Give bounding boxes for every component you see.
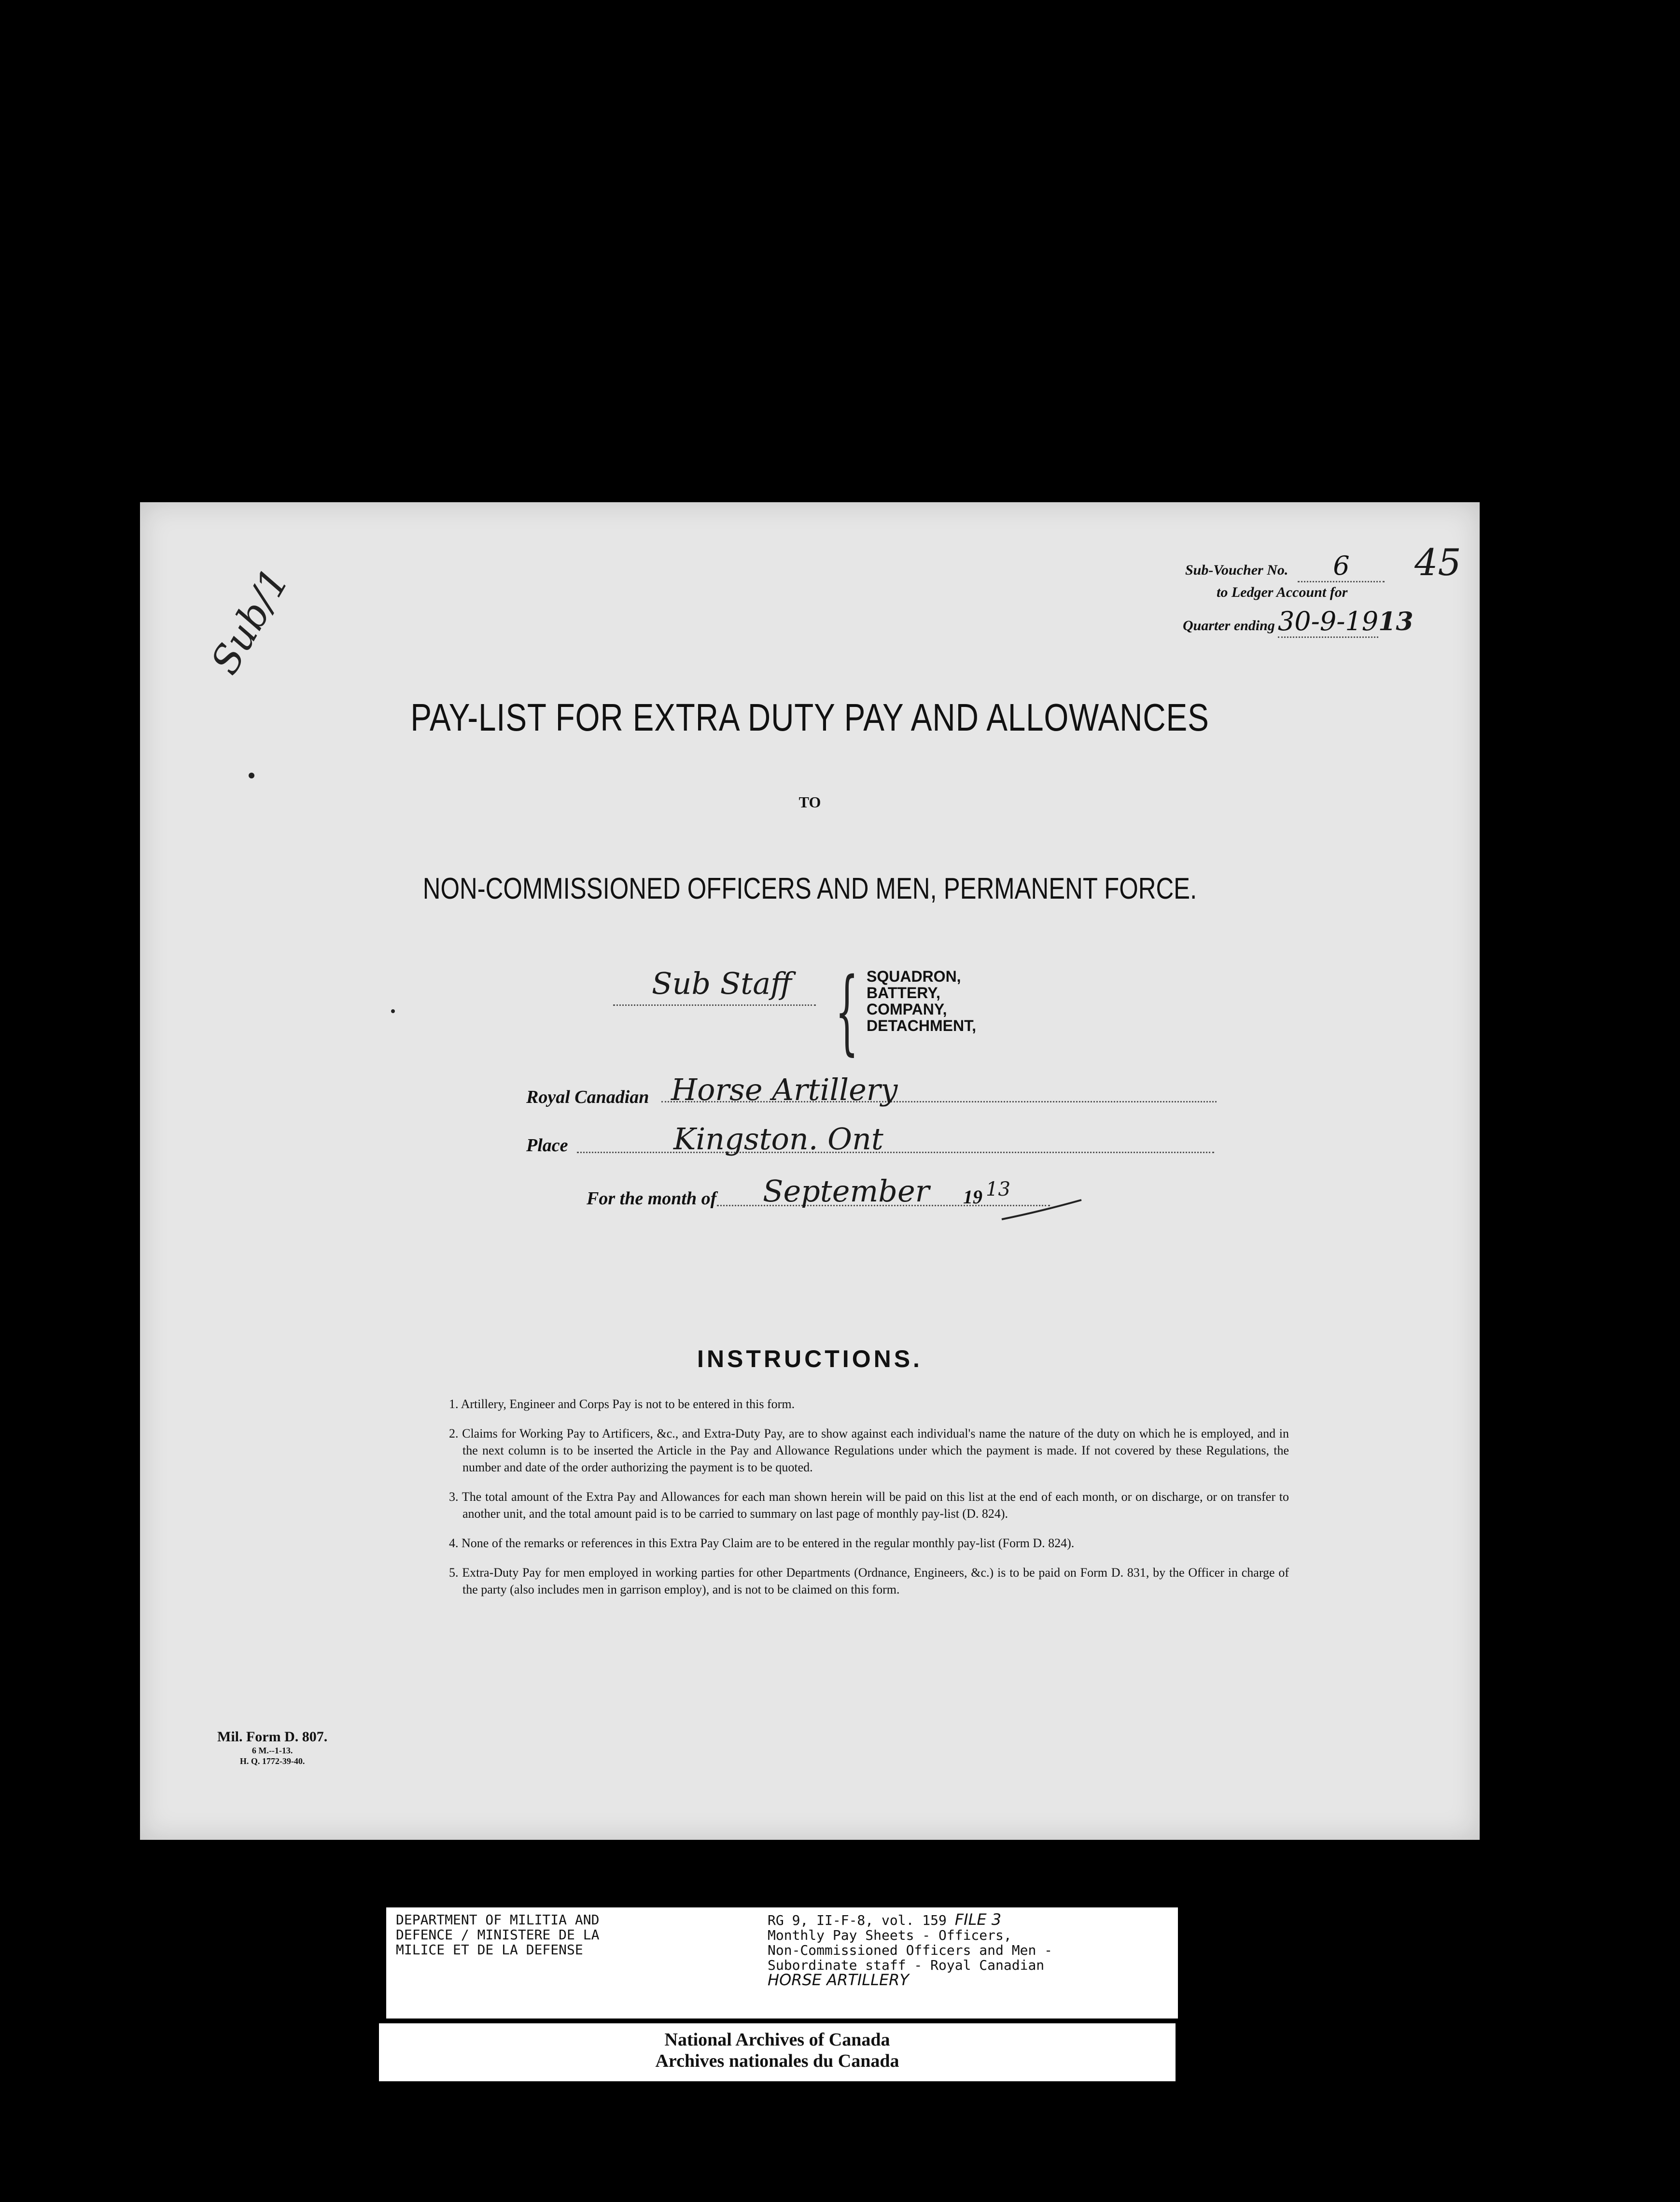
unit-type-list: [867, 968, 976, 1034]
place-label: Place: [526, 1135, 568, 1156]
record-description: [768, 1912, 1173, 1988]
form-hq-ref: H. Q. 1772-39-40.: [239, 1756, 305, 1766]
month-label: For the month of: [587, 1188, 717, 1209]
record-hand-line: HORSE ARTILLERY: [768, 1971, 909, 1989]
archive-reference-label: [386, 1907, 1178, 2018]
corps-value: Horse Artillery: [671, 1072, 898, 1107]
archive-name-label: [379, 2023, 1176, 2081]
quarter-ending-line: [1183, 606, 1414, 638]
archive-name-english: National Archives of Canada: [664, 2030, 890, 2050]
corps-label: Royal Canadian: [526, 1087, 649, 1107]
quarter-ending-value: 30-9-19: [1278, 606, 1378, 638]
instruction-item: 4. None of the remarks or references in this Extra Pay Claim are to be entered in the regular monthly pay-list (Form D. 824).: [449, 1536, 1075, 1550]
year-hand: 13: [986, 1178, 1010, 1200]
ledger-account-text: to Ledger Account for: [1217, 584, 1348, 600]
record-line: Non-Commissioned Officers and Men -: [768, 1942, 1053, 1958]
unit-type-company: COMPANY,: [867, 1001, 947, 1018]
sub-voucher-value: 6: [1298, 550, 1385, 582]
unit-value: Sub Staff: [652, 966, 792, 1001]
page-subtitle: NON-COMMISSIONED OFFICERS AND MEN, PERMANENT FORCE.: [422, 872, 1197, 905]
title-to: TO: [798, 793, 821, 811]
instruction-item: 3. The total amount of the Extra Pay and Allowances for each man shown herein will be paid on this list at the end of each month, or on discharge, or on transfer to another unit, and the total amount paid is to be carried to summary on last page of monthly pay-list (D. 824).: [449, 1490, 1289, 1521]
record-line: Subordinate staff - Royal Canadian: [768, 1957, 1045, 1973]
sub-voucher-label: Sub-Voucher No.: [1185, 562, 1288, 578]
file-number-hand: FILE 3: [954, 1910, 1002, 1929]
place-field-line: [577, 1152, 1214, 1153]
department-text: [396, 1912, 705, 1957]
form-print-run: 6 M.--1-13.: [252, 1746, 293, 1755]
document-page: [140, 502, 1480, 1840]
unit-type-battery: BATTERY,: [867, 984, 940, 1002]
sub-voucher-line: [1185, 550, 1385, 582]
unit-brace: {: [835, 958, 859, 1065]
record-ref: RG 9, II-F-8, vol. 159: [768, 1912, 947, 1928]
ink-dot: [391, 1009, 395, 1013]
quarter-year-hand: 13: [1378, 607, 1414, 636]
month-value: September: [763, 1173, 930, 1209]
record-ref-line: [768, 1912, 1173, 1928]
form-number: Mil. Form D. 807.: [217, 1729, 328, 1745]
place-value: Kingston. Ont: [673, 1121, 883, 1157]
instructions-title: INSTRUCTIONS.: [697, 1345, 923, 1372]
archive-name-french: Archives nationales du Canada: [655, 2051, 899, 2071]
year-printed: 19: [963, 1186, 982, 1208]
unit-type-squadron: SQUADRON,: [867, 968, 961, 985]
instructions-list: [449, 1396, 1289, 1610]
ink-dot: [249, 773, 254, 778]
page-title: PAY-LIST FOR EXTRA DUTY PAY AND ALLOWANCES: [410, 696, 1209, 739]
instruction-item: 2. Claims for Working Pay to Artificers, &c., and Extra-Duty Pay, are to show against each individual's name the nature of the duty on which he is employed, and in the next column is to be inserted the Article in the Pay and Allowance Regulations under which the payment is made. If not covered by these Regulations, the number and date of the order authorizing the payment is to be quoted.: [449, 1426, 1289, 1474]
record-line: Monthly Pay Sheets - Officers,: [768, 1927, 1012, 1943]
margin-scribble: Sub/1: [202, 561, 298, 682]
year-flourish: [999, 1198, 1086, 1227]
instruction-item: 1. Artillery, Engineer and Corps Pay is not to be entered in this form.: [449, 1397, 795, 1411]
form-identifier: [217, 1729, 327, 1766]
instruction-item: 5. Extra-Duty Pay for men employed in working parties for other Departments (Ordnance, Engineers, &c.) is to be paid on Form D. 831, by the Officer in charge of the party (also includes men in garrison employ), and is not to be claimed on this form.: [449, 1566, 1289, 1596]
corner-number: 45: [1414, 541, 1461, 584]
unit-type-detachment: DETACHMENT,: [867, 1017, 976, 1034]
quarter-ending-label: Quarter ending: [1183, 618, 1275, 634]
department-line: MILICE ET DE LA DEFENSE: [396, 1942, 583, 1958]
department-line: DEFENCE / MINISTERE DE LA: [396, 1927, 600, 1943]
department-line: DEPARTMENT OF MILITIA AND: [396, 1912, 600, 1928]
